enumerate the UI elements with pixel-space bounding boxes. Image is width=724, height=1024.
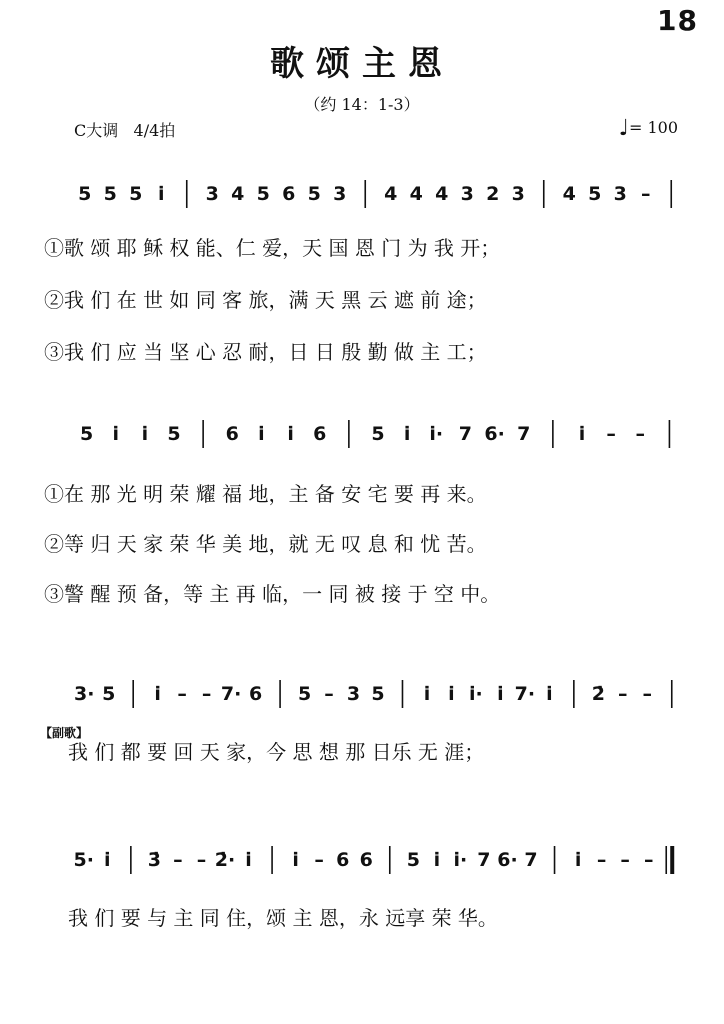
notation-note: 5 <box>406 849 420 871</box>
dash-note: – <box>324 683 334 705</box>
notation-note: i̇ <box>112 423 119 445</box>
dash-note: – <box>620 849 630 871</box>
dash-note: – <box>618 683 628 705</box>
notation-note: 5 <box>129 183 143 205</box>
notation-note: 3 <box>333 183 347 205</box>
notation-note: 4 <box>384 183 398 205</box>
notation-note: i̇ <box>104 849 111 871</box>
notation-note: i̇ <box>245 849 252 871</box>
notation-note: i̇ <box>497 683 504 705</box>
notation-note: 3̇ <box>147 849 162 871</box>
time-signature: 4/4拍 <box>133 121 176 140</box>
notation-note: 6· <box>497 849 518 871</box>
lyric-line-1-1: ①歌 颂 耶 稣 权 能、仁 爱，天 国 恩 门 为 我 开； <box>44 236 501 260</box>
dash-note: – <box>314 849 324 871</box>
notation-note: i̇ <box>448 683 455 705</box>
notation-note: 7 <box>517 423 531 445</box>
dash-note: – <box>642 683 653 705</box>
dash-note: – <box>201 683 212 705</box>
notation-note: 5 <box>297 683 312 705</box>
notation-note: i̇ <box>154 683 161 705</box>
chorus-label: 【副歌】 <box>40 726 89 740</box>
notation-note: i̇ <box>157 183 165 205</box>
dash-note: – <box>606 423 616 445</box>
lyric-line-1-3: ③我 们 应 当 坚 心 忍 耐，日 日 殷 勤 做 主 工； <box>44 340 487 364</box>
notation-note: 3 <box>460 183 474 205</box>
notation-note: i̇· <box>469 683 483 705</box>
dash-note: – <box>643 849 654 871</box>
notation-note: 5 <box>256 183 270 205</box>
scripture-reference: （约 14：1-3） <box>304 95 420 114</box>
notation-note: 4 <box>409 183 423 205</box>
notation-note: 7 <box>524 849 538 871</box>
notation-note: 3· <box>74 683 95 705</box>
dash-note: – <box>177 683 187 705</box>
lyric-line-2-2: ②等 归 天 家 荣 华 美 地，就 无 叹 息 和 忧 苦。 <box>44 532 487 556</box>
notation-note: 3 <box>346 683 361 705</box>
notation-note: 3 <box>511 183 525 205</box>
notation-note: 6 <box>282 183 296 205</box>
dash-note: – <box>196 849 207 871</box>
notation-note: 2̇ <box>591 683 605 705</box>
notation-note: 5· <box>73 849 94 871</box>
lyric-line-2-3: ③警 醒 预 备，等 主 再 临，一 同 被 接 于 空 中。 <box>44 582 501 606</box>
notation-note: i̇ <box>292 849 299 871</box>
notation-note: i̇ <box>403 423 411 445</box>
notation-note: i̇ <box>578 423 586 445</box>
notation-note: i̇ <box>574 849 582 871</box>
notation-note: 6 <box>248 683 263 705</box>
lyric-line-4-1: 我 们 要 与 主 同 住，颂 主 恩，永 远享 荣 华。 <box>68 906 498 930</box>
notation-note: 6· <box>484 423 505 445</box>
notation-note: i̇ <box>287 423 294 445</box>
notation-note: 3 <box>613 183 627 205</box>
quarter-note-icon: ♩ <box>618 116 629 141</box>
dash-note: – <box>596 849 607 871</box>
notation-note: 4 <box>562 183 576 205</box>
notation-note: 5 <box>103 183 117 205</box>
lyric-line-2-1: ①在 那 光 明 荣 耀 福 地，主 备 安 宅 要 再 来。 <box>44 482 487 506</box>
notation-note: i̇ <box>433 849 441 871</box>
notation-note: 6 <box>313 423 327 445</box>
notation-note: 5 <box>307 183 321 205</box>
lyric-line-3-1: 我 们 都 要 回 天 家，今 思 想 那 日乐 无 涯； <box>68 740 485 764</box>
notation-note: 5 <box>102 683 116 705</box>
notation-note: i̇· <box>429 423 444 445</box>
notation-note: 4 <box>231 183 245 205</box>
notation-note: 6 <box>336 849 350 871</box>
notation-note: 5 <box>167 423 181 445</box>
notation-note: 2 <box>486 183 500 205</box>
notation-note: 5 <box>78 183 92 205</box>
notation-note: 7· <box>220 683 242 705</box>
notation-note: 2̇· <box>214 849 236 871</box>
song-title: 歌颂主恩 <box>270 44 454 84</box>
notation-note: i̇ <box>546 683 553 705</box>
notation-note: 5 <box>79 423 94 445</box>
notation-note: 6 <box>225 423 239 445</box>
notation-note: 7 <box>477 849 491 871</box>
notation-note: 6 <box>359 849 373 871</box>
notation-note: 5 <box>371 683 385 705</box>
notation-note: i̇ <box>258 423 265 445</box>
notation-note: i̇ <box>141 423 149 445</box>
notation-note: 3 <box>205 183 219 205</box>
notation-note: 5 <box>371 423 385 445</box>
dash-note: – <box>173 849 183 871</box>
notation-note: 7 <box>458 423 473 445</box>
notation-note: i̇ <box>423 683 431 705</box>
dash-note: – <box>635 423 646 445</box>
key-signature: C大调 <box>74 121 119 140</box>
notation-note: 7· <box>514 683 536 705</box>
notation-note: 5 <box>588 183 602 205</box>
notation-note: i̇· <box>453 849 468 871</box>
notation-note: 4 <box>435 183 449 205</box>
lyric-line-1-2: ②我 们 在 世 如 同 客 旅，满 天 黑 云 遮 前 途； <box>44 288 487 312</box>
tempo-value: = 100 <box>628 118 678 137</box>
page-number: 18 <box>657 4 698 37</box>
dash-note: – <box>641 183 651 205</box>
